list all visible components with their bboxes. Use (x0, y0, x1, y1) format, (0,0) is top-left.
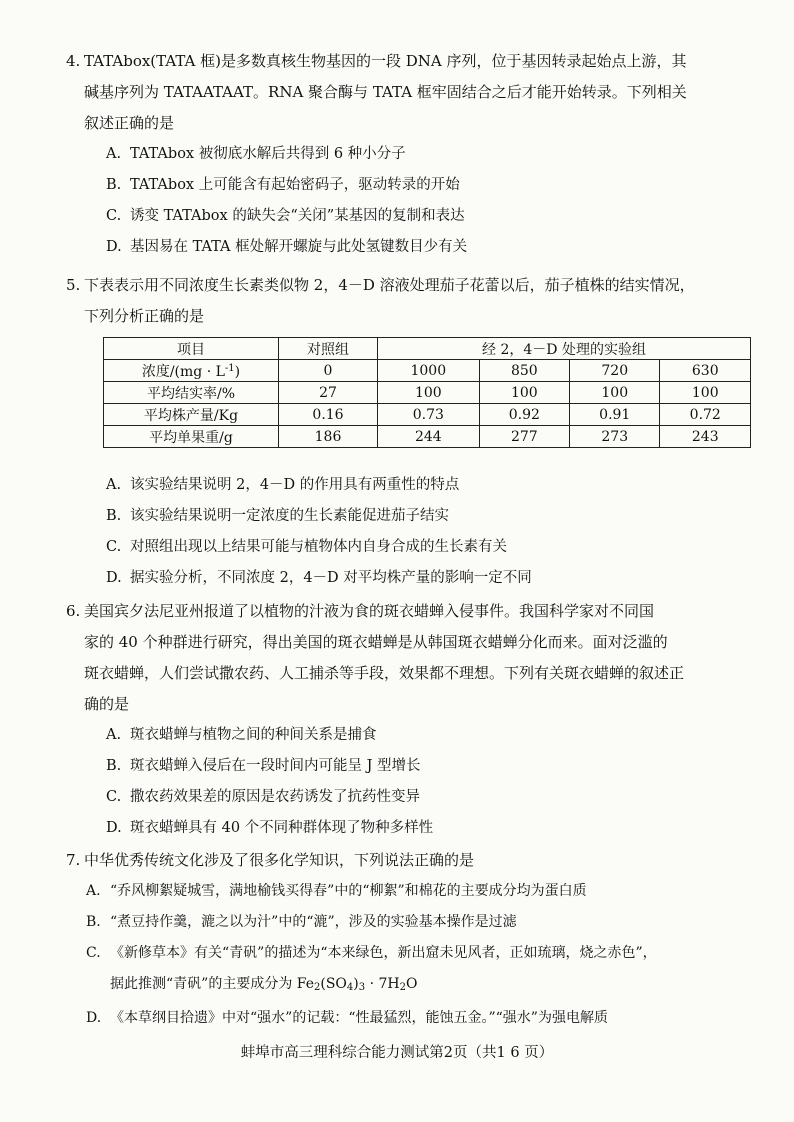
table-cell: 27 (279, 382, 378, 404)
question-stem-line: 叙述正确的是 (84, 114, 175, 132)
table-cell: 0.73 (378, 404, 480, 426)
table-header-cell: 经 2，4－D 处理的实验组 (378, 338, 751, 360)
option-b: B. 斑衣蜡蝉入侵后在一段时间内可能呈 J 型增长 (106, 758, 421, 774)
table-cell: 0.92 (479, 404, 569, 426)
table-cell: 100 (479, 382, 569, 404)
table-row (104, 426, 751, 448)
table-header-cell: 项目 (104, 338, 279, 360)
question-stem-line: 碱基序列为 TATAATAAT。RNA 聚合酶与 TATA 框牢固结合之后才能开始转录。下列相关 (84, 83, 687, 101)
table-cell: 273 (570, 426, 660, 448)
option-b: B. TATAbox 上可能含有起始密码子，驱动转录的开始 (106, 177, 460, 193)
table-cell: 720 (570, 360, 660, 382)
table-row (104, 338, 751, 360)
table-row (104, 404, 751, 426)
question-stem-line: 家的 40 个种群进行研究，得出美国的斑衣蜡蝉是从韩国斑衣蜡蝉分化而来。面对泛滥的 (84, 633, 668, 651)
table-cell: 0.16 (279, 404, 378, 426)
option-d: D. 基因易在 TATA 框处解开螺旋与此处氢键数目少有关 (106, 239, 468, 255)
table-row-label: 平均结实率/% (104, 382, 279, 404)
option-d: D. 据实验分析，不同浓度 2，4－D 对平均株产量的影响一定不同 (106, 570, 532, 586)
question-stem-line: 斑衣蜡蝉，人们尝试撒农药、人工捕杀等手段，效果都不理想。下列有关斑衣蜡蝉的叙述正 (84, 664, 685, 682)
option-d: D. 斑衣蜡蝉具有 40 个不同种群体现了物种多样性 (106, 820, 434, 836)
table-cell: 0.91 (570, 404, 660, 426)
option-c: C. 对照组出现以上结果可能与植物体内自身合成的生长素有关 (106, 539, 507, 555)
table-row (104, 382, 751, 404)
table-cell: 850 (479, 360, 569, 382)
question-number: 6. (66, 602, 81, 620)
question-number: 4. (66, 52, 81, 70)
table-cell: 1000 (378, 360, 480, 382)
table-row (104, 360, 751, 382)
option-a: A. “乔风柳絮疑城雪，满地榆钱买得春”中的“柳絮”和棉花的主要成分均为蛋白质 (86, 883, 587, 899)
table-header-cell: 对照组 (279, 338, 378, 360)
table-cell: 630 (660, 360, 751, 382)
table-cell: 100 (378, 382, 480, 404)
option-c: C. 《新修草本》有关“青矾”的描述为“本来绿色，新出窟未见风者，正如琉璃，烧之赤色”， (86, 945, 657, 961)
question-7 (66, 845, 766, 1034)
table-row-label: 浓度$/(mg \cdot L^{-1})$ (104, 360, 279, 382)
question-stem-line: 确的是 (84, 695, 130, 713)
option-b: B. “煮豆持作羹，漉之以为汁”中的“漉”，涉及的实验基本操作是过滤 (86, 914, 517, 930)
option-c-continued: 据此推测“青矾”的主要成分为 $Fe_2(SO_4)_3 \cdot 7H_2O$ (110, 976, 418, 993)
option-a: A. 斑衣蜡蝉与植物之间的种间关系是捕食 (106, 727, 377, 743)
question-stem-line: 中华优秀传统文化涉及了很多化学知识，下列说法正确的是 (84, 851, 475, 869)
results-table (103, 337, 751, 448)
question-stem-line: 美国宾夕法尼亚州报道了以植物的汁液为食的斑衣蜡蝉入侵事件。我国科学家对不同国 (84, 602, 655, 620)
table-row-label: 平均株产量/Kg (104, 404, 279, 426)
table-cell: 277 (479, 426, 569, 448)
option-a: A. 该实验结果说明 2，4－D 的作用具有两重性的特点 (106, 477, 460, 493)
table-cell: 243 (660, 426, 751, 448)
option-a: A. TATAbox 被彻底水解后共得到 6 种小分子 (106, 146, 406, 162)
question-stem-line: 下表表示用不同浓度生长素类似物 2，4－D 溶液处理茄子花蕾以后，茄子植株的结实情况， (84, 276, 695, 294)
question-5-options (66, 470, 766, 594)
question-stem-line: 下列分析正确的是 (84, 307, 205, 325)
question-5 (66, 270, 766, 332)
table-row-label: 平均单果重/g (104, 426, 279, 448)
table-cell: 100 (570, 382, 660, 404)
table-cell: 186 (279, 426, 378, 448)
table-cell: 244 (378, 426, 480, 448)
table-cell: 0 (279, 360, 378, 382)
question-number: 7. (66, 851, 81, 869)
table-cell: 0.72 (660, 404, 751, 426)
question-4 (66, 46, 766, 263)
question-6 (66, 596, 766, 844)
page-footer: 蚌埠市高三理科综合能力测试第2页（共1 6 页） (240, 1045, 554, 1061)
option-c: C. 撒农药效果差的原因是农药诱发了抗药性变异 (106, 789, 420, 805)
option-d: D. 《本草纲目拾遗》中对“强水”的记载：“性最猛烈，能蚀五金。”“强水”为强电解质 (86, 1010, 608, 1026)
option-b: B. 该实验结果说明一定浓度的生长素能促进茄子结实 (106, 508, 449, 524)
question-stem-line: TATAbox(TATA 框)是多数真核生物基因的一段 DNA 序列，位于基因转录起始点上游，其 (84, 52, 687, 70)
question-number: 5. (66, 276, 81, 294)
option-c: C. 诱变 TATAbox 的缺失会“关闭”某基因的复制和表达 (106, 208, 465, 224)
table-cell: 100 (660, 382, 751, 404)
